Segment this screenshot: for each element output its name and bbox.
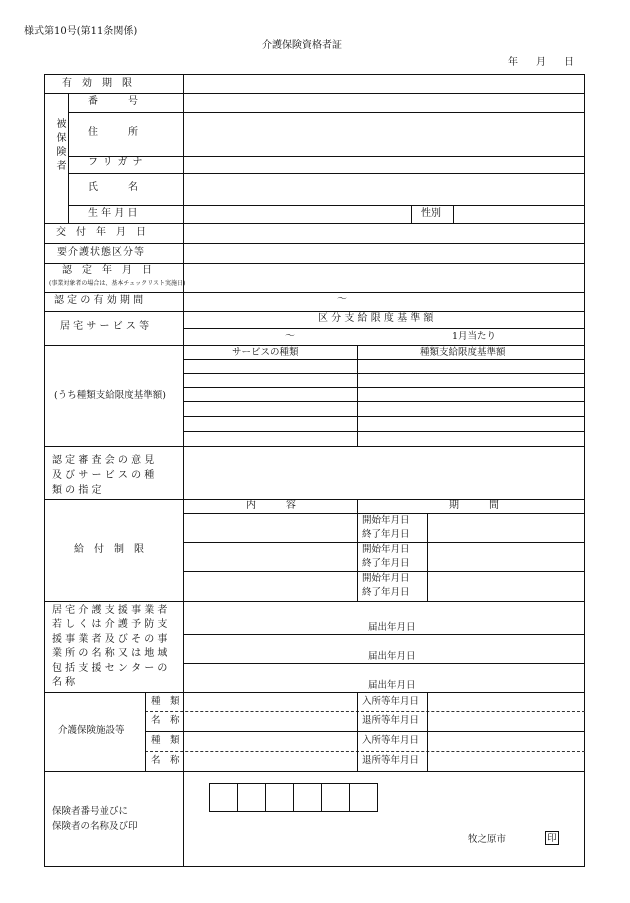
label-insured: [50, 118, 64, 181]
document-title: 介護保険資格者証: [262, 40, 342, 51]
insurer-number-box-4: [293, 783, 322, 812]
label-birthdate: 生 年 月 日: [88, 208, 138, 219]
insurer-number-box-2: [237, 783, 266, 812]
label-column-divider: [183, 74, 184, 867]
label-notify-1: 届出年月日: [368, 622, 416, 633]
seal-text: 印: [547, 833, 557, 844]
label-cert-date: 認 定 年 月 日: [62, 265, 152, 276]
label-admit-2: 入所等年月日: [362, 735, 420, 746]
insurer-number-box-5: [321, 783, 350, 812]
label-sub-limit: (うち種類支給限度基準額): [54, 390, 166, 401]
label-end-1: 終了年月日: [362, 529, 410, 540]
insurer-city: 牧之原市: [468, 834, 507, 845]
label-end-3: 終了年月日: [362, 587, 410, 598]
label-facility: 介護保険施設等: [58, 725, 125, 736]
label-end-2: 終了年月日: [362, 558, 410, 569]
label-per-month: 1月当たり: [452, 331, 497, 342]
seal-mark: [545, 831, 559, 845]
label-type-limit: 種類支給限度基準額: [420, 347, 506, 358]
label-validity: 有 効 期 限: [62, 78, 132, 89]
cert-period-tilde: ～: [337, 294, 347, 305]
label-sex: 性別: [421, 208, 441, 219]
label-cert-date-note: (事業対象者の場合は、基本チェックリスト実施日): [49, 280, 186, 287]
insurer-number-box-3: [265, 783, 294, 812]
label-period: 期 間: [449, 500, 499, 511]
label-furigana: フリガナ: [88, 157, 148, 168]
label-fname-2: 名 称: [151, 755, 180, 766]
label-opinion: 認 定 審 査 会 の 意 見 及 び サ ー ビ ス の 種 類 の 指 定: [52, 455, 155, 496]
label-issue-date: 交 付 年 月 日: [56, 227, 146, 238]
label-benefit-limit: 給 付 制 限: [74, 544, 144, 555]
label-kind-2: 種 類: [151, 735, 180, 746]
label-start-1: 開始年月日: [362, 515, 410, 526]
label-notify-2: 届出年月日: [368, 651, 416, 662]
label-care-level: 要介護状態区分等: [57, 247, 145, 258]
label-start-2: 開始年月日: [362, 544, 410, 555]
label-limit-header: 区 分 支 給 限 度 基 準 額: [318, 313, 434, 324]
label-insurer: 保険者番号並びに 保険者の名称及び印: [52, 806, 138, 832]
label-insured-text: 被保険者: [54, 118, 65, 174]
label-name: 氏 名: [88, 182, 138, 193]
insurer-number-box-6: [349, 783, 378, 812]
label-provider: 居 宅 介 護 支 援 事 業 者 若 し く は 介 護 予 防 支 援 事 業 者 及 び そ の 事 業 所 の 名 称 又 は 地 域 包 括 支 援 セ ン タ ー の 名 称: [52, 605, 168, 689]
label-service-type: サービスの種類: [232, 347, 299, 358]
label-notify-3: 届出年月日: [368, 680, 416, 691]
label-discharge-1: 退所等年月日: [362, 715, 420, 726]
label-fname-1: 名 称: [151, 715, 180, 726]
insurer-number-box-1: [209, 783, 238, 812]
label-number: 番 号: [88, 96, 138, 107]
label-address: 住 所: [88, 127, 138, 138]
label-cert-period: 認 定 の 有 効 期 間: [54, 295, 144, 306]
form-number: 様式第10号(第11条関係): [24, 26, 138, 37]
label-discharge-2: 退所等年月日: [362, 755, 420, 766]
label-content: 内 容: [246, 500, 296, 511]
label-home-service: 居 宅 サ ー ビ ス 等: [60, 321, 150, 332]
label-start-3: 開始年月日: [362, 573, 410, 584]
limit-tilde: ～: [285, 331, 295, 342]
label-kind-1: 種 類: [151, 696, 180, 707]
label-admit-1: 入所等年月日: [362, 696, 420, 707]
issue-date-line: 年 月 日: [508, 57, 578, 68]
